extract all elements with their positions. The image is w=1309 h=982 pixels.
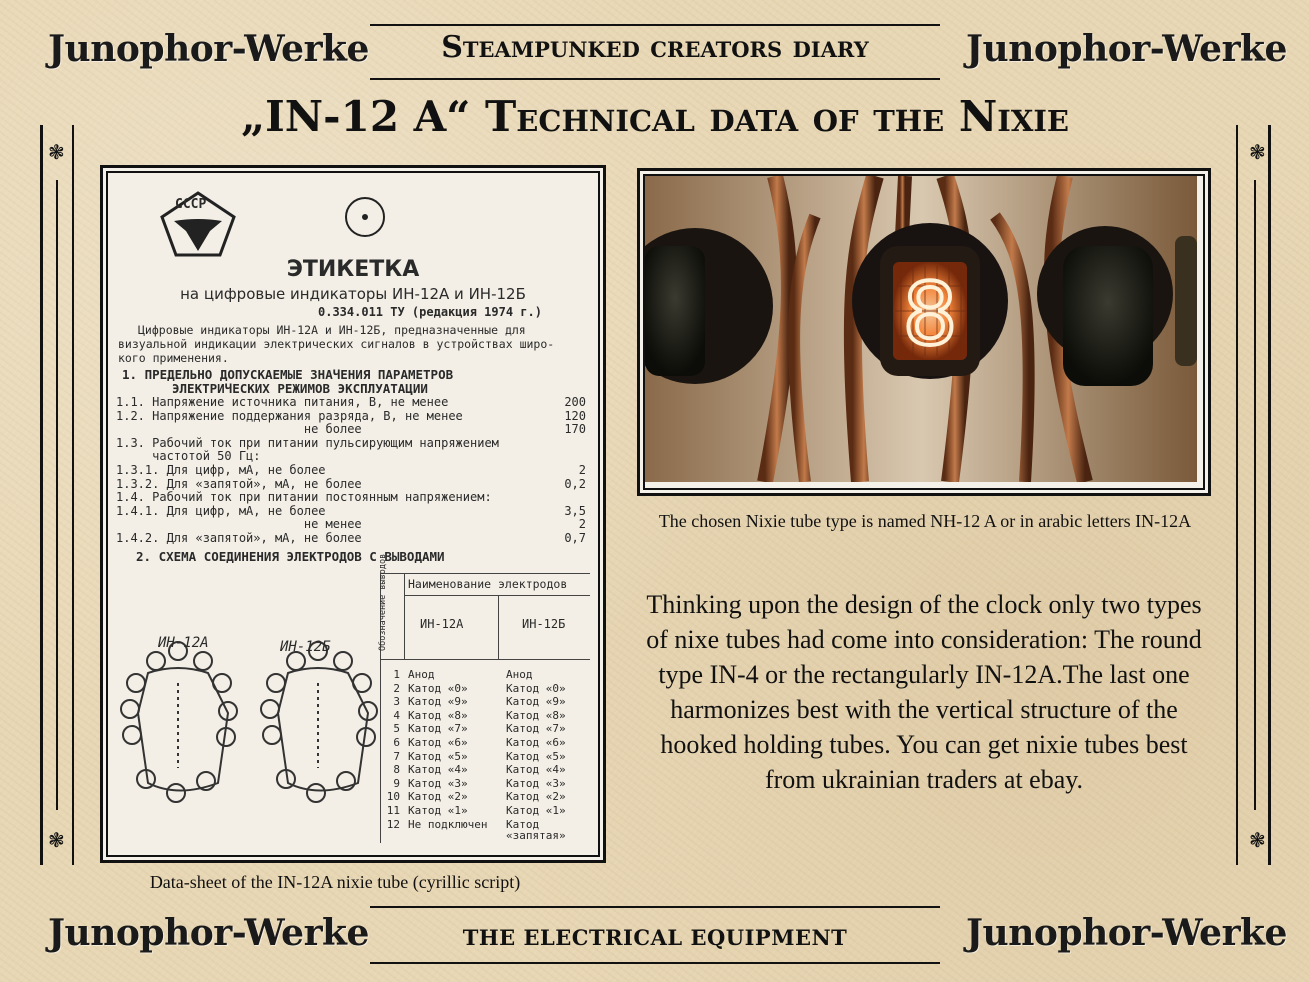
table-cell-a: Катод «9» — [408, 695, 468, 709]
nixie-digit: 8 — [902, 265, 958, 365]
datasheet-intro-2: визуальной индикации электрических сигналов в устройствах широ- — [118, 337, 555, 351]
table-cell-pin: 4 — [393, 708, 400, 722]
table-cell-a: Катод «7» — [408, 722, 468, 736]
right-ornament-top: ❃ — [1249, 140, 1266, 164]
brand-right-header: Junophor-Werke — [966, 28, 1287, 70]
footer-rule-bottom — [370, 962, 940, 964]
table-cell-a: Катод «2» — [408, 790, 468, 804]
datasheet-param-label: не более — [116, 422, 362, 437]
table-side-label: Обозначение выводов — [378, 553, 388, 651]
table-cell-a: Катод «3» — [408, 776, 468, 790]
brand-right-footer: Junophor-Werke — [966, 912, 1287, 954]
pin-diagram-icon — [118, 623, 388, 813]
datasheet-param-label: не менее — [116, 517, 362, 532]
datasheet-section2: 2. СХЕМА СОЕДИНЕНИЯ ЭЛЕКТРОДОВ С ВЫВОДАМИ — [136, 549, 445, 564]
datasheet-param-label: 1.4.2. Для «запятой», мА, не более — [116, 531, 362, 545]
datasheet-param-value: 3,5 — [564, 503, 586, 518]
datasheet-param-value: 0,2 — [564, 476, 586, 491]
nixie-photo — [645, 176, 1197, 482]
datasheet-param-value: 120 — [564, 408, 586, 423]
table-cell-pin: 3 — [393, 695, 400, 709]
brand-left-header: Junophor-Werke — [48, 28, 369, 70]
datasheet-param-value: 170 — [564, 422, 586, 437]
table-cell-pin: 2 — [393, 681, 400, 695]
table-cell-pin: 7 — [393, 749, 400, 763]
table-cell-pin: 12 — [386, 817, 400, 831]
photo-caption: The chosen Nixie tube type is named NH-12 A or in arabic letters IN-12A — [658, 511, 1192, 531]
emblem-text: СССР — [175, 197, 207, 212]
datasheet-caption: Data-sheet of the IN-12A nixie tube (cyrillic script) — [149, 872, 521, 892]
right-ornament-bottom: ❃ — [1249, 828, 1266, 852]
table-cell-pin: 11 — [386, 804, 400, 817]
datasheet-param-value: 2 — [578, 463, 586, 477]
datasheet-param-value: 0,7 — [564, 531, 586, 545]
datasheet-param-label: 1.4.1. Для цифр, мА, не более — [116, 503, 326, 518]
footer-section-title: THE ELECTRICAL EQUIPMENT — [462, 925, 848, 950]
datasheet-section1-b: ЭЛЕКТРИЧЕСКИХ РЕЖИМОВ ЭКСПЛУАТАЦИИ — [172, 381, 428, 396]
table-cell-a: Катод «5» — [408, 749, 468, 763]
right-border-inner-mid — [1254, 180, 1256, 810]
datasheet-param-value: 2 — [578, 517, 586, 532]
table-cell-a: Катод «8» — [408, 708, 468, 722]
table-cell-b: Катод «2» — [506, 790, 566, 804]
table-cell-pin: 10 — [386, 790, 400, 804]
diagram-label-b: ИН-12Б — [280, 639, 331, 655]
left-ornament-top: ❃ — [48, 140, 65, 164]
datasheet-param-label: 1.3.2. Для «запятой», мА, не более — [116, 476, 362, 491]
footer-rule-top — [370, 906, 940, 908]
target-circle-icon — [343, 195, 387, 239]
table-cell-pin: 5 — [393, 722, 400, 736]
table-cell-pin: 6 — [393, 736, 400, 749]
table-cell-b: Анод — [506, 668, 533, 681]
table-cell-b: Катод «0» — [506, 681, 566, 695]
table-cell-b: Катод «4» — [506, 763, 566, 777]
table-cell-b: Катод «запятая» — [506, 817, 566, 842]
table-cell-b: Катод «5» — [506, 749, 566, 763]
right-border-outer — [1268, 125, 1271, 865]
table-divider-head — [404, 595, 590, 596]
datasheet-section1-a: 1. ПРЕДЕЛЬНО ДОПУСКАЕМЫЕ ЗНАЧЕНИЯ ПАРАМЕТРОВ — [122, 367, 454, 382]
left-border-inner — [72, 125, 74, 865]
table-divider-cols — [498, 595, 499, 659]
table-divider-side — [404, 573, 405, 659]
header-rule-top — [370, 24, 940, 26]
datasheet-subheading: на цифровые индикаторы ИН-12А и ИН-12Б — [180, 285, 526, 303]
table-cell-pin: 1 — [393, 668, 400, 681]
table-cell-a: Катод «4» — [408, 763, 468, 777]
header-rule-bottom — [370, 78, 940, 80]
datasheet-image — [108, 173, 598, 853]
table-col-a: ИН-12А — [420, 617, 464, 631]
diary-title: Steampunked creators diary — [441, 30, 869, 65]
datasheet-param-label: 1.3. Рабочий ток при питании пульсирующим напряжением — [116, 435, 499, 450]
left-border-inner-top — [56, 180, 58, 810]
table-cell-a: Катод «6» — [408, 736, 468, 749]
right-border-inner — [1236, 125, 1238, 865]
table-cell-b: Катод «1» — [506, 804, 566, 817]
datasheet-param-label: 1.4. Рабочий ток при питании постоянным напряжением: — [116, 490, 492, 505]
datasheet-intro-3: кого применения. — [118, 351, 229, 365]
table-cell-a: Катод «0» — [408, 681, 468, 695]
table-cell-b: Катод «6» — [506, 736, 566, 749]
brand-left-footer: Junophor-Werke — [48, 912, 369, 954]
datasheet-param-label: частотой 50 Гц: — [116, 449, 261, 464]
datasheet-param-label: 1.3.1. Для цифр, мА, не более — [116, 463, 326, 477]
datasheet-intro-1: Цифровые индикаторы ИН-12А и ИН-12Б, предназначенные для — [138, 323, 526, 337]
description-text: Thinking upon the design of the clock only two types of nixe tubes had come into consideration: The round type IN-4 or the rectangularly IN-12A.The last one harmonizes best with the vertical structure of the hooked holding tubes. You can get nixie tubes best from ukrainian traders at ebay. — [646, 590, 1202, 794]
datasheet-param-label: 1.1. Напряжение источника питания, В, не менее — [116, 395, 449, 409]
table-cell-b: Катод «8» — [506, 708, 566, 722]
datasheet-heading: ЭТИКЕТКА — [286, 257, 420, 282]
diagram-label-a: ИН-12А — [158, 635, 209, 651]
table-cell-pin: 8 — [393, 763, 400, 777]
table-cell-b: Катод «9» — [506, 695, 566, 709]
table-cell-a: Катод «1» — [408, 804, 468, 817]
table-border-top — [380, 573, 590, 574]
datasheet-param-value: 200 — [564, 395, 586, 409]
table-cell-b: Катод «3» — [506, 776, 566, 790]
datasheet-spec: 0.334.011 ТУ (редакция 1974 г.) — [318, 305, 542, 319]
table-cell-b: Катод «7» — [506, 722, 566, 736]
page-title: „IN-12 A“ Technical data of the Nixie — [240, 92, 1070, 141]
datasheet-param-label: 1.2. Напряжение поддержания разряда, В, не менее — [116, 408, 463, 423]
table-header: Наименование электродов — [408, 577, 568, 591]
left-border-outer — [40, 125, 43, 865]
table-divider-body — [380, 659, 590, 660]
table-col-b: ИН-12Б — [522, 617, 566, 631]
table-cell-a: Не подключен — [408, 817, 488, 831]
left-ornament-bottom: ❃ — [48, 828, 65, 852]
table-cell-pin: 9 — [393, 776, 400, 790]
table-cell-a: Анод — [408, 668, 435, 681]
